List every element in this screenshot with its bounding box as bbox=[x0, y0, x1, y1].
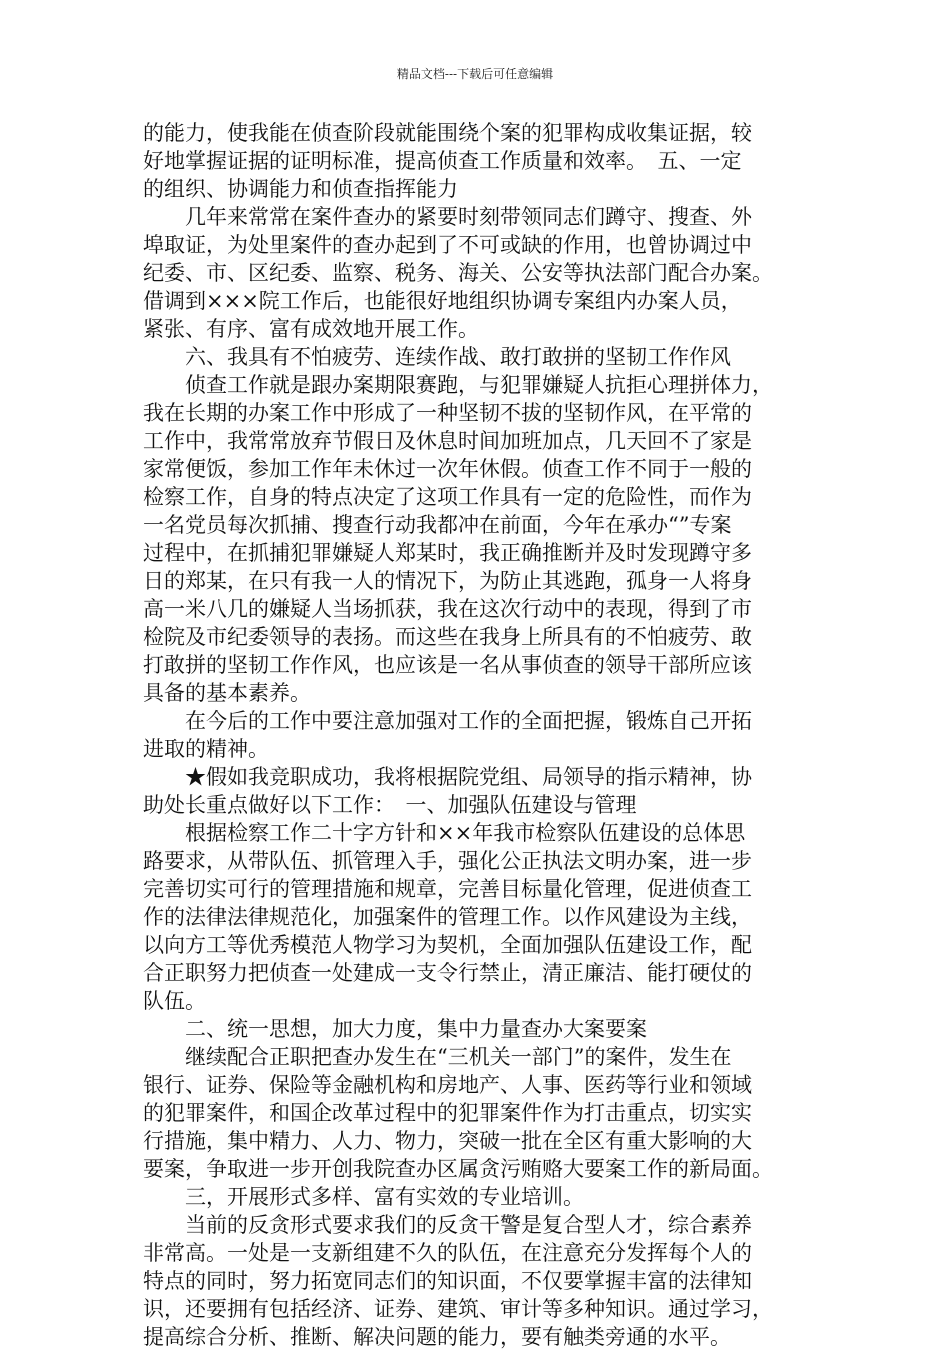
text-line: 非常高。一处是一支新组建不久的队伍，在注意充分发挥每个人的 bbox=[143, 1241, 752, 1265]
text-line: 紧张、有序、富有成效地开展工作。 bbox=[143, 317, 479, 341]
text-line: 二、统一思想，加大力度，集中力量查办大案要案 bbox=[185, 1017, 647, 1041]
text-line: 合正职努力把侦查一处建成一支令行禁止，清正廉洁、能打硬仗的 bbox=[143, 961, 752, 985]
text-line: 借调到×××院工作后，也能很好地组织协调专案组内办案人员， bbox=[143, 289, 742, 313]
text-line: 的能力，使我能在侦查阶段就能围绕个案的犯罪构成收集证据，较 bbox=[143, 121, 752, 145]
text-line: 家常便饭，参加工作年未休过一次年休假。侦查工作不同于一般的 bbox=[143, 457, 752, 481]
page-header: 精品文档---下载后可任意编辑 bbox=[396, 67, 554, 81]
text-line: 好地掌握证据的证明标准，提高侦查工作质量和效率。 五、一定 bbox=[143, 149, 742, 173]
text-line: 作的法律法律规范化，加强案件的管理工作。以作风建设为主线， bbox=[143, 905, 752, 929]
text-line: 继续配合正职把查办发生在“三机关一部门”的案件，发生在 bbox=[185, 1045, 732, 1069]
text-line: 路要求，从带队伍、抓管理入手，强化公正执法文明办案，进一步 bbox=[143, 849, 752, 873]
text-line: 的犯罪案件，和国企改革过程中的犯罪案件作为打击重点，切实实 bbox=[143, 1101, 752, 1125]
text-line: 在今后的工作中要注意加强对工作的全面把握，锻炼自己开拓 bbox=[185, 709, 752, 733]
text-line: ★假如我竞职成功，我将根据院党组、局领导的指示精神，协 bbox=[185, 765, 752, 789]
text-line: 我在长期的办案工作中形成了一种坚韧不拔的坚韧作风，在平常的 bbox=[143, 401, 752, 425]
text-line: 打敢拼的坚韧工作作风，也应该是一名从事侦查的领导干部所应该 bbox=[143, 653, 752, 677]
text-line: 六、我具有不怕疲劳、连续作战、敢打敢拼的坚韧工作作风 bbox=[185, 345, 731, 369]
text-line: 银行、证券、保险等金融机构和房地产、人事、医药等行业和领域 bbox=[143, 1073, 752, 1097]
text-line: 队伍。 bbox=[143, 989, 206, 1013]
text-line: 三，开展形式多样、富有实效的专业培训。 bbox=[185, 1185, 584, 1209]
text-line: 日的郑某，在只有我一人的情况下，为防止其逃跑，孤身一人将身 bbox=[143, 569, 752, 593]
text-line: 提高综合分析、推断、解决问题的能力，要有触类旁通的水平。 bbox=[143, 1325, 731, 1349]
text-line: 检察工作，自身的特点决定了这项工作具有一定的危险性，而作为 bbox=[143, 485, 752, 509]
text-line: 过程中，在抓捕犯罪嫌疑人郑某时，我正确推断并及时发现蹲守多 bbox=[143, 541, 752, 565]
text-line: 纪委、市、区纪委、监察、税务、海关、公安等执法部门配合办案。 bbox=[143, 261, 773, 285]
document-body bbox=[143, 119, 807, 1351]
text-line: 埠取证，为处里案件的查办起到了不可或缺的作用，也曾协调过中 bbox=[143, 233, 752, 257]
text-line: 检院及市纪委领导的表扬。而这些在我身上所具有的不怕疲劳、敢 bbox=[143, 625, 752, 649]
text-line: 进取的精神。 bbox=[143, 737, 269, 761]
text-line: 高一米八几的嫌疑人当场抓获，我在这次行动中的表现，得到了市 bbox=[143, 597, 752, 621]
text-line: 侦查工作就是跟办案期限赛跑，与犯罪嫌疑人抗拒心理拼体力， bbox=[185, 373, 773, 397]
text-line: 识，还要拥有包括经济、证券、建筑、审计等多种知识。通过学习， bbox=[143, 1297, 773, 1321]
text-line: 要案，争取进一步开创我院查办区属贪污贿赂大要案工作的新局面。 bbox=[143, 1157, 773, 1181]
text-line: 特点的同时，努力拓宽同志们的知识面，不仅要掌握丰富的法律知 bbox=[143, 1269, 752, 1293]
text-line: 当前的反贪形式要求我们的反贪干警是复合型人才，综合素养 bbox=[185, 1213, 752, 1237]
text-line: 一名党员每次抓捕、搜查行动我都冲在前面，今年在承办“”专案 bbox=[143, 513, 732, 537]
text-line: 具备的基本素养。 bbox=[143, 681, 311, 705]
text-line: 的组织、协调能力和侦查指挥能力 bbox=[143, 177, 458, 201]
text-line: 行措施，集中精力、人力、物力，突破一批在全区有重大影响的大 bbox=[143, 1129, 752, 1153]
text-line: 以向方工等优秀模范人物学习为契机，全面加强队伍建设工作，配 bbox=[143, 933, 752, 957]
text-line: 工作中，我常常放弃节假日及休息时间加班加点，几天回不了家是 bbox=[143, 429, 752, 453]
text-line: 几年来常常在案件查办的紧要时刻带领同志们蹲守、搜查、外 bbox=[185, 205, 752, 229]
text-line: 完善切实可行的管理措施和规章，完善目标量化管理，促进侦查工 bbox=[143, 877, 752, 901]
text-line: 助处长重点做好以下工作： 一、加强队伍建设与管理 bbox=[143, 793, 637, 817]
text-line: 根据检察工作二十字方针和××年我市检察队伍建设的总体思 bbox=[185, 821, 746, 845]
